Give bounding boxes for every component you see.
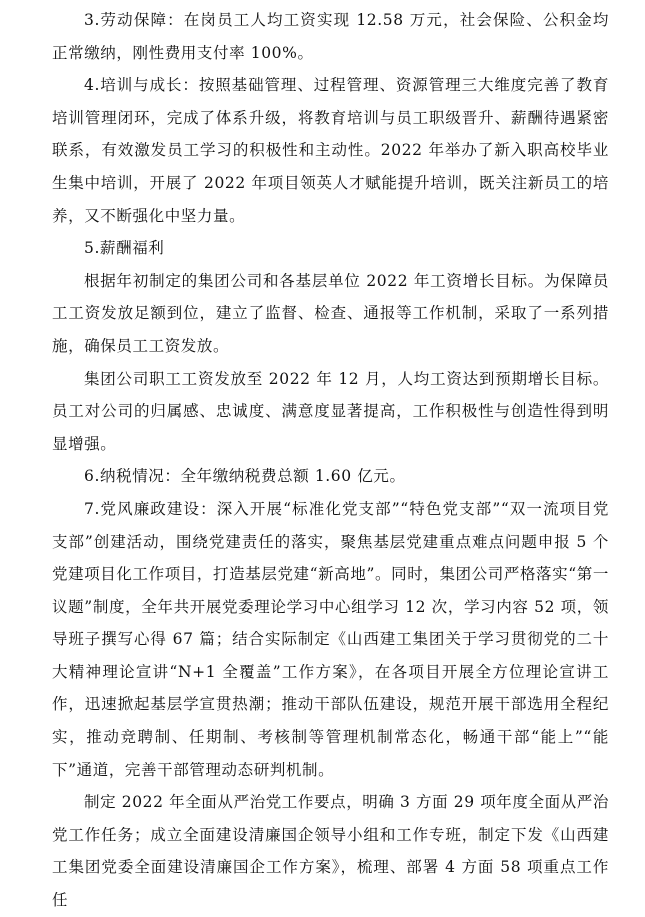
paragraph-tax: 6.纳税情况：全年缴纳税费总额 1.60 亿元。: [84, 467, 406, 486]
heading-compensation-benefits: 5.薪酬福利: [84, 239, 165, 258]
paragraph-wage-payment: 集团公司职工工资发放至 2022 年 12 月，人均工资达到预期增长目标。员工对公司的归属感、忠诚度、满意度显著提高，工作积极性与创造性得到明显增强。: [52, 369, 609, 453]
paragraph-party-governance: 制定 2022 年全面从严治党工作要点，明确 3 方面 29 项年度全面从严治党工作任务；成立全面建设清廉国企领导小组和工作专班，制定下发《山西建工集团党委全面建设清廉国企工作方案》，梳理、部署 4 方面 58 项重点工作任: [52, 793, 609, 910]
paragraph-labor-protection: 3.劳动保障：在岗员工人均工资实现 12.58 万元，社会保险、公积金均正常缴纳，刚性费用支付率 100%。: [52, 11, 609, 62]
paragraph-wage-targets: 根据年初制定的集团公司和各基层单位 2022 年工资增长目标。为保障员工工资发放足额到位，建立了监督、检查、通报等工作机制，采取了一系列措施，确保员工工资发放。: [52, 271, 609, 355]
paragraph-party-conduct: 7.党风廉政建设：深入开展“标准化党支部”“特色党支部”“双一流项目党支部”创建活动，围绕党建责任的落实，聚焦基层党建重点难点问题申报 5 个党建项目化工作项目，打造基层党建“新高地”。同时，集团公司严格落实“第一议题”制度，全年共开展党委理论学习中心组学习 12 次，学习内容 52 项，领导班子撰写心得 67 篇；结合实际制定《山西建工集团关于学习贯彻党的二十大精神理论宣讲“N+1 全覆盖”工作方案》，在各项目开展全方位理论宣讲工作，迅速掀起基层学宣贯热潮；推动干部队伍建设，规范开展干部选用全程纪实，推动竞聘制、任期制、考核制等管理机制常态化，畅通干部“能上”“能下”通道，完善干部管理动态研判机制。: [52, 499, 609, 779]
paragraph-training-growth: 4.培训与成长：按照基础管理、过程管理、资源管理三大维度完善了教育培训管理闭环，完成了体系升级，将教育培训与员工职级晋升、薪酬待遇紧密联系，有效激发员工学习的积极性和主动性。2022 年举办了新入职高校毕业生集中培训，开展了 2022 年项目领英人才赋能提升培训，既关注新员工的培养，又不断强化中坚力量。: [52, 76, 609, 225]
